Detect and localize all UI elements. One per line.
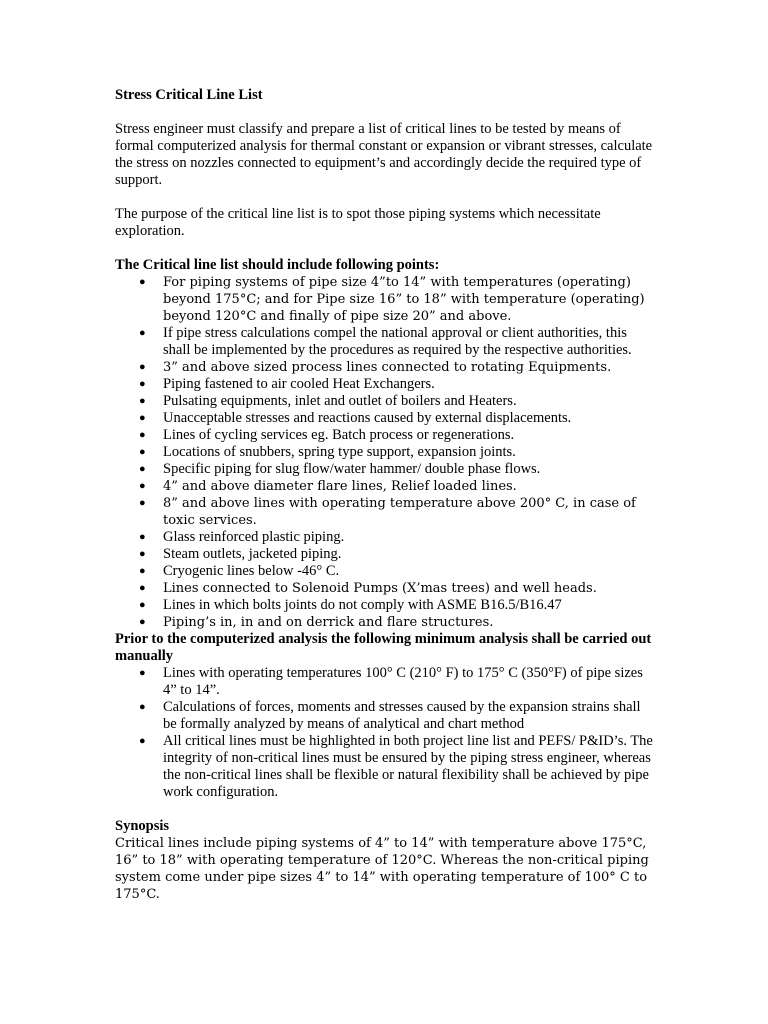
list-item: ● Calculations of forces, moments and stresses caused by the expansion strains shall be formally analyzed by means of analytical and chart method (139, 699, 641, 732)
bullet-icon: ● (139, 616, 146, 628)
list-item: ● Lines connected to Solenoid Pumps (X’mas trees) and well heads. (139, 581, 597, 596)
manual-analysis-heading: Prior to the computerized analysis the following minimum analysis shall be carried out manually (115, 631, 652, 664)
list-item: ● If pipe stress calculations compel the national approval or client authorities, this shall be implemented by the procedures as required by the respective authorities. (139, 325, 632, 358)
bullet-icon: ● (139, 276, 146, 288)
list-item: ● Steam outlets, jacketed piping. (139, 546, 342, 562)
list-item: ● Lines of cycling services eg. Batch process or regenerations. (139, 427, 515, 443)
document-page (115, 87, 655, 903)
critical-list-heading: The Critical line list should include following points: (115, 257, 440, 273)
document-title: Stress Critical Line List (115, 87, 263, 103)
synopsis-heading: Synopsis (115, 818, 170, 834)
bullet-icon: ● (139, 361, 146, 373)
spacer (115, 801, 655, 818)
list-item: ● Lines in which bolts joints do not comply with ASME B16.5/B16.47 (139, 597, 562, 613)
list-item: ● Cryogenic lines below -46° C. (139, 563, 340, 579)
critical-points-list (115, 274, 655, 631)
list-item: ● All critical lines must be highlighted in both project line list and PEFS/ P&ID’s. The integrity of non-critical lines must be ensured by the piping stress engineer, whereas the non-critical lines shall be flexible or natural flexibility shall be achieved by pipe work configuration. (139, 733, 653, 800)
list-item: ● 8” and above lines with operating temperature above 200° C, in case of toxic services. (139, 496, 636, 528)
bullet-icon: ● (139, 480, 146, 492)
list-item: ● Unacceptable stresses and reactions caused by external displacements. (139, 410, 572, 426)
bullet-icon: ● (139, 497, 146, 509)
list-item: ● Piping’s in, in and on derrick and flare structures. (139, 615, 494, 630)
purpose-paragraph: The purpose of the critical line list is to spot those piping systems which necessitate exploration. (115, 206, 601, 239)
bullet-icon: ● (139, 327, 146, 339)
bullet-icon: ● (139, 565, 146, 577)
bullet-icon: ● (139, 429, 146, 441)
list-item: ● Piping fastened to air cooled Heat Exchangers. (139, 376, 435, 392)
bullet-icon: ● (139, 735, 146, 747)
bullet-icon: ● (139, 412, 146, 424)
bullet-icon: ● (139, 463, 146, 475)
bullet-icon: ● (139, 599, 146, 611)
synopsis-paragraph: Critical lines include piping systems of 4” to 14” with temperature above 175°C, 16” to 18” with operating temperature of 120°C. Whereas the non-critical piping system come under pipe sizes 4” to 14” with operating temperature of 100° C to 175°C. (115, 836, 649, 902)
bullet-icon: ● (139, 378, 146, 390)
list-item: ● Glass reinforced plastic piping. (139, 529, 345, 545)
list-item: ● Lines with operating temperatures 100° C (210° F) to 175° C (350°F) of pipe sizes 4” to 14”. (139, 665, 643, 698)
list-item: ● 3” and above sized process lines connected to rotating Equipments. (139, 360, 612, 375)
bullet-icon: ● (139, 548, 146, 560)
bullet-icon: ● (139, 667, 146, 679)
manual-points-list (115, 665, 655, 801)
list-item: ● For piping systems of pipe size 4”to 14” with temperatures (operating) beyond 175°C; and for Pipe size 16” to 18” with temperature (operating) beyond 120°C and finally of pipe size 20” and above. (139, 275, 645, 324)
bullet-icon: ● (139, 446, 146, 458)
bullet-icon: ● (139, 701, 146, 713)
list-item: ● Pulsating equipments, inlet and outlet of boilers and Heaters. (139, 393, 517, 409)
bullet-icon: ● (139, 395, 146, 407)
list-item: ● 4” and above diameter flare lines, Relief loaded lines. (139, 479, 517, 494)
list-item: ● Specific piping for slug flow/water hammer/ double phase flows. (139, 461, 541, 477)
bullet-icon: ● (139, 582, 146, 594)
list-item: ● Locations of snubbers, spring type support, expansion joints. (139, 444, 516, 460)
intro-paragraph: Stress engineer must classify and prepare a list of critical lines to be tested by means of formal computerized analysis for thermal constant or expansion or vibrant stresses, calculate the stress on nozzles connected to equipment’s and accordingly decide the required type of support. (115, 121, 653, 188)
bullet-icon: ● (139, 531, 146, 543)
